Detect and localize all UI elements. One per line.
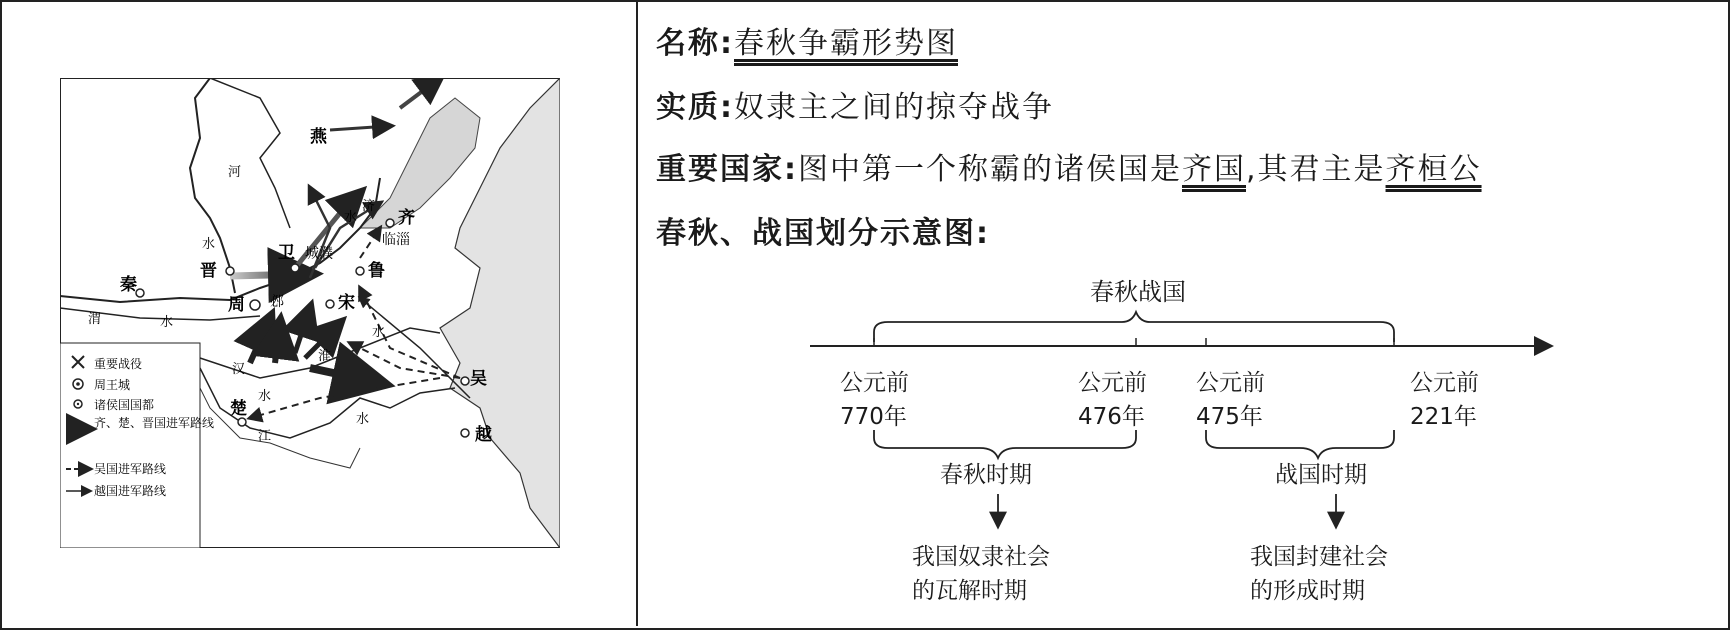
spring-autumn-label: 春秋时期 xyxy=(940,462,1032,488)
map-place-label: 邲 xyxy=(270,294,284,310)
state-capital-icon xyxy=(74,400,82,408)
tick-label-line2: 770年 xyxy=(840,404,907,430)
important-label: 重要国家 xyxy=(656,152,784,187)
map-river-label: 济 xyxy=(362,199,376,214)
map-river-label: 淮 xyxy=(318,349,332,364)
map-river-label: 水 xyxy=(372,325,386,340)
tick-label-line1: 公元前 xyxy=(1196,370,1265,396)
diagram-heading: 春秋、战国划分示意图: xyxy=(656,216,990,251)
map-state-label: 越 xyxy=(475,425,492,445)
map-river-label: 汉 xyxy=(232,362,246,377)
map-river-label: 水 xyxy=(344,210,358,225)
spring-autumn-map xyxy=(60,78,560,548)
map-river-label: 水 xyxy=(356,412,370,427)
map-state-label: 燕 xyxy=(310,127,327,147)
tick-label-line2: 475年 xyxy=(1196,404,1263,430)
map-state-label: 齐 xyxy=(398,208,415,228)
important-text-2: ,其君主是 xyxy=(1246,152,1386,187)
map-state-label: 卫 xyxy=(278,243,295,263)
map-state-label: 宋 xyxy=(338,293,355,313)
map-state-label: 周 xyxy=(228,295,245,315)
map-river-label: 河 xyxy=(228,165,242,180)
map-state-label: 鲁 xyxy=(368,261,385,281)
column-divider xyxy=(636,0,638,626)
map-place-label: 城濮 xyxy=(305,246,333,262)
warring-states-result-line2: 的形成时期 xyxy=(1250,578,1365,604)
legend-label: 诸侯国国都 xyxy=(94,398,155,412)
map-river-label: 江 xyxy=(258,429,272,444)
warring-states-brace xyxy=(1206,430,1394,458)
legend-label: 重要战役 xyxy=(94,357,143,371)
essence-line: 实质:奴隶主之间的掠夺战争 xyxy=(656,90,1054,125)
essence-label: 实质 xyxy=(656,90,720,125)
spring-autumn-result-line2: 的瓦解时期 xyxy=(912,578,1027,604)
tick-label-line2: 221年 xyxy=(1410,404,1477,430)
legend-label: 越国进军路线 xyxy=(94,484,167,498)
tick-label-line1: 公元前 xyxy=(1078,370,1147,396)
name-line: 名称:春秋争霸形势图 xyxy=(656,26,958,61)
map-legend xyxy=(60,343,214,548)
map-state-label: 晋 xyxy=(200,261,217,281)
map-place-label: 临淄 xyxy=(382,232,410,248)
spring-autumn-brace xyxy=(874,430,1136,458)
map-name-value: 春秋争霸形势图 xyxy=(734,26,958,61)
map-state-label: 楚 xyxy=(230,399,247,419)
legend-label: 吴国进军路线 xyxy=(94,462,167,476)
tick-label-line1: 公元前 xyxy=(1410,370,1479,396)
warring-states-result-line1: 我国封建社会 xyxy=(1250,544,1388,570)
legend-label: 周王城 xyxy=(94,378,131,392)
tick-label-line2: 476年 xyxy=(1078,404,1145,430)
royal-city-icon xyxy=(73,379,83,389)
map-river-label: 水 xyxy=(160,315,174,330)
map-river-label: 水 xyxy=(202,237,216,252)
essence-value: 奴隶主之间的掠夺战争 xyxy=(734,90,1054,125)
timeline-top-brace xyxy=(874,312,1394,342)
name-label: 名称 xyxy=(656,26,720,61)
legend-label: 齐、楚、晋国进军路线 xyxy=(94,416,215,430)
map-state-label: 秦 xyxy=(120,275,137,295)
spring-autumn-result-line1: 我国奴隶社会 xyxy=(912,544,1050,570)
tick-label-line1: 公元前 xyxy=(840,370,909,396)
diagram-heading-line xyxy=(656,214,990,254)
timeline-top-label: 春秋战国 xyxy=(1090,278,1186,306)
first-hegemon-state: 齐国 xyxy=(1182,152,1246,187)
map-river-label: 水 xyxy=(258,389,272,404)
warring-states-label: 战国时期 xyxy=(1275,462,1367,488)
important-text-1: 图中第一个称霸的诸侯国是 xyxy=(798,152,1182,187)
map-state-label: 吴 xyxy=(470,369,487,389)
period-timeline xyxy=(800,262,1560,622)
important-state-line: 重要国家:图中第一个称霸的诸侯国是齐国,其君主是齐桓公 xyxy=(656,152,1482,187)
map-river-label: 渭 xyxy=(88,312,102,327)
hegemon-ruler: 齐桓公 xyxy=(1385,152,1482,187)
